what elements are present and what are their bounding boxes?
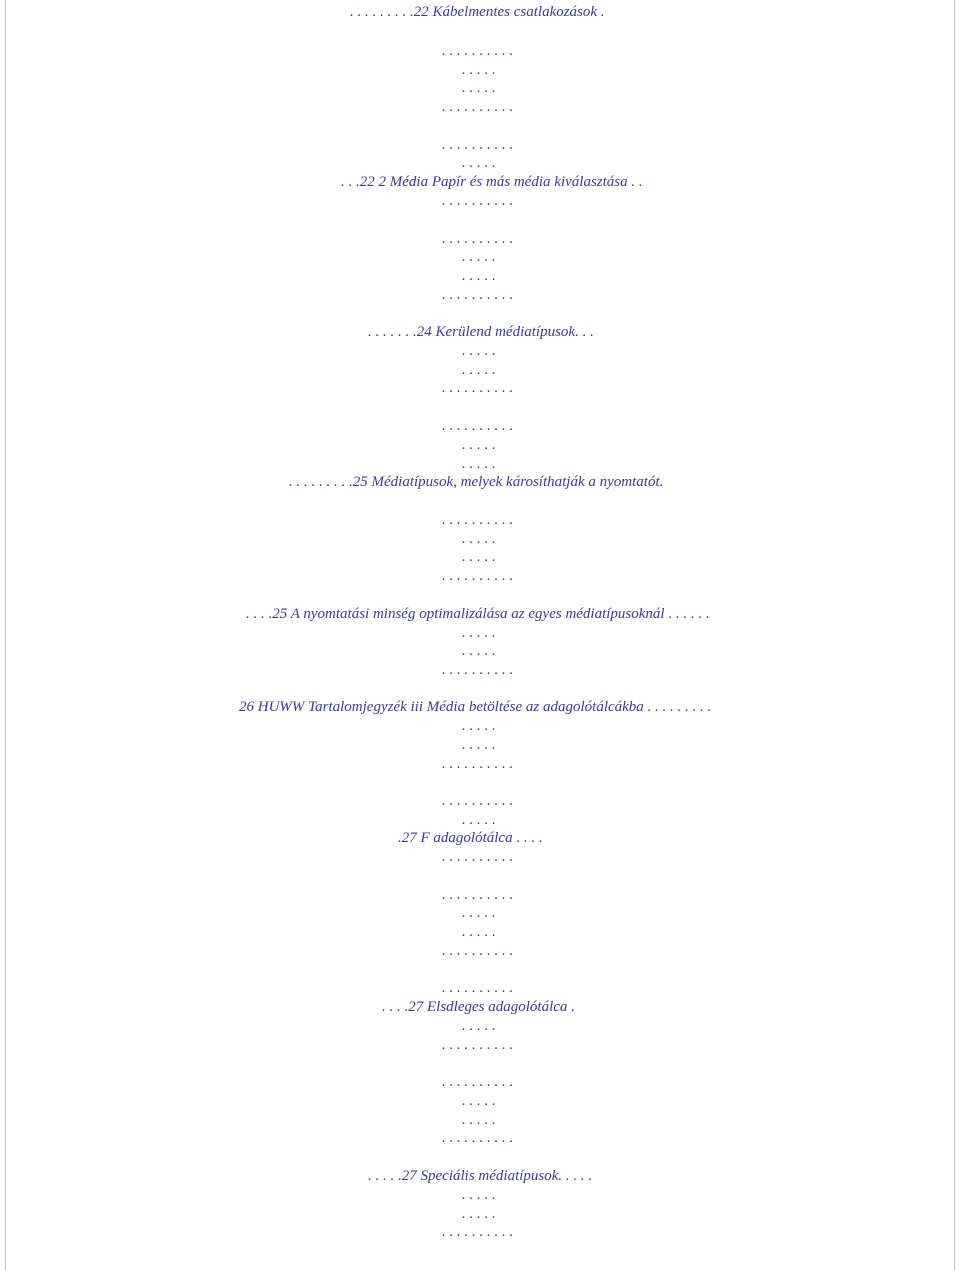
leader-line: . . . . . . . . . .: [442, 137, 514, 153]
leader-line: . . . . . . . . . .: [442, 231, 514, 247]
leader-line: . . . . .: [462, 737, 496, 753]
leader-line: . . . . . . . . . .: [442, 756, 514, 772]
leader-line: . . . . . . . . . .: [442, 512, 514, 528]
leader-line: . . . . . . . . . .: [442, 1074, 514, 1090]
leader-line: . . . . .: [462, 1206, 496, 1222]
leader-line: . . . . .: [462, 1112, 496, 1128]
leader-line: . . . . . . . . . .: [442, 943, 514, 959]
leader-line: . . . . . . . . . .: [442, 43, 514, 59]
leader-line: . . . . .: [462, 812, 496, 828]
leader-line: . . . . . . . . . .: [442, 1130, 514, 1146]
toc-entry-karosithatjak: . . . . . . . . .25 Médiatípusok, melyek károsíthatják a nyomtatót.: [289, 474, 664, 490]
leader-line: . . . . . . . . . .: [442, 980, 514, 996]
leader-line: . . . . . . . . . .: [442, 418, 514, 434]
leader-line: . . . . . . . . . .: [442, 193, 514, 209]
page-left-border: [5, 0, 6, 1270]
toc-entry-kerulend: . . . . . . .24 Kerülend médiatípusok. . .: [368, 324, 594, 340]
leader-line: . . . . .: [462, 155, 496, 171]
leader-line: . . . . . . . . . .: [442, 380, 514, 396]
leader-line: . . . . .: [462, 625, 496, 641]
toc-entry-specialis-mediatipusok: . . . . .27 Speciális médiatípusok. . . . .: [368, 1168, 593, 1184]
leader-line: . . . . .: [462, 62, 496, 78]
leader-line: . . . . .: [462, 437, 496, 453]
leader-line: . . . . . . . . . .: [442, 99, 514, 115]
leader-line: . . . . . . . . . .: [442, 1037, 514, 1053]
leader-line: . . . . .: [462, 643, 496, 659]
leader-line: . . . . . . . . . .: [442, 287, 514, 303]
leader-line: . . . . .: [462, 531, 496, 547]
toc-entry-kabelmentes: . . . . . . . . .22 Kábelmentes csatlakozások .: [350, 4, 605, 20]
leader-line: . . . . .: [462, 718, 496, 734]
leader-line: . . . . .: [462, 249, 496, 265]
page-right-border: [954, 0, 955, 1270]
leader-line: . . . . . . . . . .: [442, 568, 514, 584]
leader-line: . . . . .: [462, 905, 496, 921]
leader-line: . . . . .: [462, 343, 496, 359]
toc-entry-f-adagolotalca: .27 F adagolótálca . . . .: [398, 830, 543, 846]
leader-line: . . . . .: [462, 924, 496, 940]
leader-line: . . . . . . . . . .: [442, 662, 514, 678]
toc-entry-nyomtatasi-minseg: . . . .25 A nyomtatási minség optimalizálása az egyes médiatípusoknál . . . . . .: [246, 606, 710, 622]
leader-line: . . . . . . . . . .: [442, 793, 514, 809]
leader-line: . . . . .: [462, 456, 496, 472]
toc-entry-media-betoltese: 26 HUWW Tartalomjegyzék iii Média betöltése az adagolótálcákba . . . . . . . . .: [239, 699, 712, 715]
leader-line: . . . . . . . . . .: [442, 1224, 514, 1240]
leader-line: . . . . .: [462, 1018, 496, 1034]
leader-line: . . . . .: [462, 1093, 496, 1109]
toc-entry-media-papir: . . .22 2 Média Papír és más média kiválasztása . .: [341, 174, 643, 190]
leader-line: . . . . .: [462, 549, 496, 565]
toc-entry-elsdleges-adagolotalca: . . . .27 Elsdleges adagolótálca .: [382, 999, 575, 1015]
leader-line: . . . . .: [462, 268, 496, 284]
leader-line: . . . . .: [462, 80, 496, 96]
leader-line: . . . . .: [462, 1187, 496, 1203]
leader-line: . . . . . . . . . .: [442, 849, 514, 865]
leader-line: . . . . .: [462, 362, 496, 378]
leader-line: . . . . . . . . . .: [442, 887, 514, 903]
